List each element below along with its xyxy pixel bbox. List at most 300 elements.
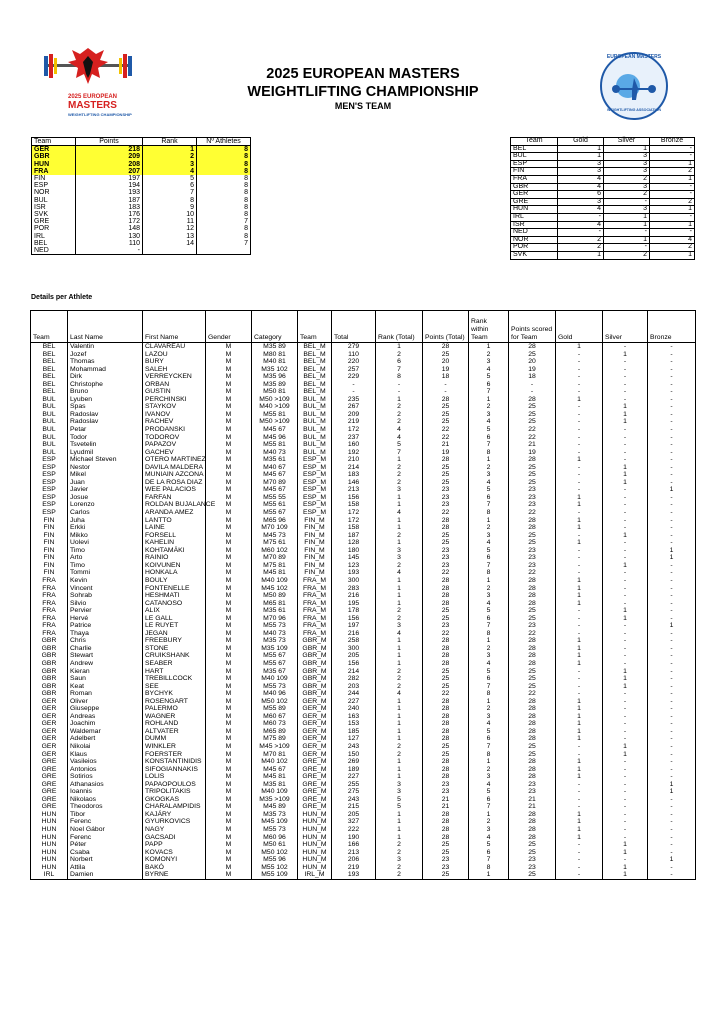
first-name-cell: PAPAOPOULOS — [143, 781, 206, 789]
rank-cell: 8 — [143, 197, 197, 204]
medal-team-cell: ESP — [511, 160, 558, 168]
team-cell: ESP — [31, 494, 68, 502]
category-cell: M70 96 — [252, 615, 298, 623]
team-code-cell: ESP_M — [298, 464, 332, 472]
team-cell: GER — [31, 720, 68, 728]
rank-total-cell: 2 — [376, 668, 423, 676]
gold-cell: - — [556, 607, 603, 615]
category-cell: M55 67 — [252, 660, 298, 668]
rank-total-cell: 3 — [376, 547, 423, 555]
athlete-row — [31, 569, 696, 577]
bronze-cell: - — [650, 229, 695, 237]
team-code-cell: GBR_M — [298, 675, 332, 683]
athletes-cell — [197, 247, 251, 255]
team-code-cell: FRA_M — [298, 577, 332, 585]
team-row — [32, 168, 251, 175]
category-cell: M80 81 — [252, 351, 298, 359]
first-name-cell: CLAVAREAU — [143, 343, 206, 351]
silver-cell: - — [603, 554, 648, 562]
rank-cell: 3 — [143, 161, 197, 168]
category-cell: M45 96 — [252, 434, 298, 442]
rank-within-team-cell: 2 — [469, 645, 509, 653]
rank-total-cell: 1 — [376, 705, 423, 713]
points-scored-cell: 22 — [509, 426, 556, 434]
team-cell: GER — [31, 735, 68, 743]
bronze-cell: - — [648, 811, 696, 819]
rank-total-cell: 1 — [376, 637, 423, 645]
team-code-cell: HUN_M — [298, 811, 332, 819]
points-scored-cell: 22 — [509, 569, 556, 577]
points-scored-cell: 23 — [509, 788, 556, 796]
total-cell: 205 — [332, 652, 376, 660]
category-cell: M75 61 — [252, 539, 298, 547]
first-name-cell: MUNIAIN AZCONA — [143, 471, 206, 479]
first-name-cell: BYRNE — [143, 871, 206, 879]
gold-cell: - — [556, 751, 603, 759]
last-name-cell: Andrew — [68, 660, 143, 668]
athletes-cell: 8 — [197, 197, 251, 204]
bronze-cell: - — [648, 517, 696, 525]
silver-cell: - — [603, 645, 648, 653]
points-total-cell: 22 — [423, 569, 469, 577]
gender-cell: M — [206, 479, 252, 487]
total-cell: 197 — [332, 622, 376, 630]
total-cell: 300 — [332, 645, 376, 653]
team-cell: FIN — [31, 547, 68, 555]
gender-cell: M — [206, 788, 252, 796]
rank-within-team-cell: 3 — [469, 592, 509, 600]
bronze-cell: - — [648, 871, 696, 879]
gold-cell: 1 — [556, 343, 603, 351]
athlete-row — [31, 607, 696, 615]
last-name-cell: Radoslav — [68, 411, 143, 419]
team-code-cell: GER_M — [298, 728, 332, 736]
bronze-cell: - — [648, 388, 696, 396]
medal-team-cell: FRA — [511, 175, 558, 183]
rank-within-team-cell: 8 — [469, 864, 509, 872]
logo-text-top: 2025 EUROPEAN — [68, 94, 118, 100]
team-code-cell: FRA_M — [298, 592, 332, 600]
team-code-cell: GBR_M — [298, 637, 332, 645]
first-name-cell: KOHTAMÄKI — [143, 547, 206, 555]
medal-team-cell: GRE — [511, 198, 558, 206]
gold-cell: - — [556, 486, 603, 494]
last-name-cell: Lorenzo — [68, 501, 143, 509]
team-code-cell: BEL_M — [298, 366, 332, 374]
rank-total-cell: 2 — [376, 411, 423, 419]
athlete-row — [31, 600, 696, 608]
category-cell: M45 67 — [252, 471, 298, 479]
points-total-cell: 23 — [423, 856, 469, 864]
total-cell: 172 — [332, 517, 376, 525]
silver-cell: - — [603, 494, 648, 502]
silver-cell: 2 — [604, 191, 650, 199]
gender-cell: M — [206, 713, 252, 721]
total-cell: 163 — [332, 713, 376, 721]
last-name-cell: Javier — [68, 486, 143, 494]
team-cell: FRA — [31, 577, 68, 585]
rank-within-team-cell: 1 — [469, 577, 509, 585]
points-total-cell: 28 — [423, 396, 469, 404]
last-name-cell: Csaba — [68, 849, 143, 857]
medal-row — [511, 168, 695, 176]
first-name-cell: CATANOSO — [143, 600, 206, 608]
category-cell: M55 102 — [252, 864, 298, 872]
team-cell: FRA — [31, 607, 68, 615]
points-cell: - — [76, 247, 143, 255]
bronze-cell: - — [648, 562, 696, 570]
bronze-cell: - — [648, 479, 696, 487]
team-code-cell: GRE_M — [298, 766, 332, 774]
silver-cell: 1 — [603, 751, 648, 759]
points-total-cell: 25 — [423, 675, 469, 683]
athlete-row — [31, 705, 696, 713]
rank-total-cell: 2 — [376, 562, 423, 570]
points-total-cell: 23 — [423, 501, 469, 509]
rank-cell — [143, 247, 197, 255]
first-name-cell: BAKÓ — [143, 864, 206, 872]
points-total-cell: 28 — [423, 637, 469, 645]
last-name-cell: Timo — [68, 547, 143, 555]
col-header-first-name: First Name — [143, 311, 206, 343]
points-total-cell: 28 — [423, 713, 469, 721]
last-name-cell: Nikolaos — [68, 796, 143, 804]
gender-cell: M — [206, 441, 252, 449]
team-cell: ESP — [31, 486, 68, 494]
athlete-row — [31, 418, 696, 426]
rank-total-cell: 1 — [376, 592, 423, 600]
total-cell: 166 — [332, 841, 376, 849]
team-cell: BUL — [31, 403, 68, 411]
first-name-cell: LAINE — [143, 524, 206, 532]
points-scored-cell: 25 — [509, 479, 556, 487]
col-header-silver: Silver — [603, 311, 648, 343]
points-scored-cell: 28 — [509, 834, 556, 842]
gold-cell: - — [558, 213, 604, 221]
first-name-cell: HART — [143, 668, 206, 676]
rank-total-cell: 1 — [376, 539, 423, 547]
rank-within-team-cell: 1 — [469, 811, 509, 819]
silver-cell: - — [603, 818, 648, 826]
gender-cell: M — [206, 856, 252, 864]
points-total-cell: 25 — [423, 841, 469, 849]
category-cell: M45 81 — [252, 773, 298, 781]
bronze-cell: - — [648, 751, 696, 759]
bronze-cell: - — [648, 834, 696, 842]
gender-cell: M — [206, 426, 252, 434]
points-total-cell: 25 — [423, 418, 469, 426]
association-logo-top-text: EUROPEAN MASTERS — [606, 54, 662, 60]
points-scored-cell: 28 — [509, 728, 556, 736]
medal-header-team: Team — [511, 138, 558, 146]
last-name-cell: Charlie — [68, 645, 143, 653]
bronze-cell: - — [648, 396, 696, 404]
athlete-row — [31, 358, 696, 366]
medal-header-gold: Gold — [558, 138, 604, 146]
gold-cell: - — [556, 796, 603, 804]
first-name-cell: BYCHYK — [143, 690, 206, 698]
team-code-cell: HUN_M — [298, 864, 332, 872]
rank-total-cell: 5 — [376, 803, 423, 811]
last-name-cell: Tommi — [68, 569, 143, 577]
silver-cell: - — [603, 434, 648, 442]
silver-cell: - — [603, 358, 648, 366]
athletes-cell: 7 — [197, 240, 251, 247]
team-cell: GRE — [32, 218, 76, 225]
athlete-row — [31, 849, 696, 857]
points-scored-cell: 28 — [509, 343, 556, 351]
team-code-cell: FIN_M — [298, 524, 332, 532]
points-cell: 187 — [76, 197, 143, 204]
gender-cell: M — [206, 773, 252, 781]
team-code-cell: BEL_M — [298, 343, 332, 351]
team-cell: GER — [31, 713, 68, 721]
bronze-cell: - — [648, 849, 696, 857]
rank-total-cell: 1 — [376, 501, 423, 509]
team-cell: FIN — [31, 517, 68, 525]
gold-cell: - — [556, 479, 603, 487]
points-total-cell: 23 — [423, 494, 469, 502]
team-code-cell: HUN_M — [298, 841, 332, 849]
total-cell: 216 — [332, 592, 376, 600]
athletes-cell: 8 — [197, 189, 251, 196]
points-total-cell: 23 — [423, 864, 469, 872]
gender-cell: M — [206, 569, 252, 577]
gender-cell: M — [206, 652, 252, 660]
bronze-cell: 2 — [650, 168, 695, 176]
team-code-cell: HUN_M — [298, 856, 332, 864]
rank-within-team-cell: 3 — [469, 532, 509, 540]
team-code-cell: GRE_M — [298, 796, 332, 804]
bronze-cell: - — [648, 373, 696, 381]
rank-within-team-cell: 1 — [469, 758, 509, 766]
rank-within-team-cell: 1 — [469, 637, 509, 645]
silver-cell: - — [603, 600, 648, 608]
rank-total-cell: 1 — [376, 826, 423, 834]
last-name-cell: Silvio — [68, 600, 143, 608]
bronze-cell: 1 — [650, 221, 695, 229]
gender-cell: M — [206, 524, 252, 532]
rank-within-team-cell: 5 — [469, 607, 509, 615]
points-scored-cell: 25 — [509, 418, 556, 426]
team-code-cell: ESP_M — [298, 501, 332, 509]
athlete-row — [31, 366, 696, 374]
rank-cell: 14 — [143, 240, 197, 247]
rank-cell: 2 — [143, 153, 197, 160]
points-total-cell: 21 — [423, 796, 469, 804]
bronze-cell: - — [648, 652, 696, 660]
last-name-cell: Ferenc — [68, 834, 143, 842]
team-code-cell: BUL_M — [298, 426, 332, 434]
team-row — [32, 161, 251, 168]
bronze-cell: - — [648, 411, 696, 419]
athlete-row — [31, 728, 696, 736]
last-name-cell: Michael Steven — [68, 456, 143, 464]
silver-cell: 3 — [604, 206, 650, 214]
rank-total-cell: 2 — [376, 864, 423, 872]
gender-cell: M — [206, 358, 252, 366]
points-total-cell: 23 — [423, 547, 469, 555]
rank-cell: 13 — [143, 233, 197, 240]
last-name-cell: Carlos — [68, 509, 143, 517]
gender-cell: M — [206, 637, 252, 645]
last-name-cell: Timo — [68, 562, 143, 570]
total-cell: 192 — [332, 449, 376, 457]
first-name-cell: SIFOGIANNAKIS — [143, 766, 206, 774]
team-cell: SVK — [32, 211, 76, 218]
points-total-cell: 25 — [423, 607, 469, 615]
rank-within-team-cell: 5 — [469, 486, 509, 494]
athletes-cell: 8 — [197, 204, 251, 211]
rank-within-team-cell: 1 — [469, 343, 509, 351]
points-scored-cell: 28 — [509, 517, 556, 525]
team-code-cell: BUL_M — [298, 396, 332, 404]
points-total-cell: 28 — [423, 585, 469, 593]
team-cell: FIN — [31, 539, 68, 547]
bronze-cell: - — [648, 403, 696, 411]
rank-within-team-cell: 1 — [469, 871, 509, 879]
athletes-cell: 8 — [197, 168, 251, 175]
points-scored-cell: 22 — [509, 690, 556, 698]
points-total-cell: 28 — [423, 728, 469, 736]
first-name-cell: GACHEV — [143, 449, 206, 457]
last-name-cell: Pervier — [68, 607, 143, 615]
athlete-row — [31, 562, 696, 570]
bronze-cell: - — [648, 803, 696, 811]
gold-cell: - — [556, 781, 603, 789]
bronze-cell: - — [648, 441, 696, 449]
points-scored-cell: 23 — [509, 547, 556, 555]
first-name-cell: GKOGKAS — [143, 796, 206, 804]
rank-cell: 9 — [143, 204, 197, 211]
col-header-team-code: Team — [298, 311, 332, 343]
silver-cell: - — [603, 388, 648, 396]
athlete-row — [31, 856, 696, 864]
rank-cell: 4 — [143, 168, 197, 175]
total-cell: 243 — [332, 796, 376, 804]
gold-cell: - — [556, 373, 603, 381]
team-cell: FRA — [31, 622, 68, 630]
team-code-cell: BUL_M — [298, 403, 332, 411]
points-scored-cell: 28 — [509, 826, 556, 834]
gender-cell: M — [206, 751, 252, 759]
gold-cell: - — [556, 562, 603, 570]
medal-table-body — [511, 145, 695, 259]
points-total-cell: 25 — [423, 403, 469, 411]
medal-header-bronze: Bronze — [650, 138, 695, 146]
total-cell: 282 — [332, 675, 376, 683]
details-label: Details per Athlete — [31, 294, 93, 301]
first-name-cell: RACHEV — [143, 418, 206, 426]
bronze-cell: - — [648, 418, 696, 426]
team-cell: HUN — [31, 811, 68, 819]
athlete-row — [31, 758, 696, 766]
total-cell: 215 — [332, 803, 376, 811]
total-cell: 180 — [332, 547, 376, 555]
points-scored-cell: 28 — [509, 660, 556, 668]
gender-cell: M — [206, 434, 252, 442]
rank-cell: 11 — [143, 218, 197, 225]
total-cell: 206 — [332, 856, 376, 864]
rank-within-team-cell: 2 — [469, 524, 509, 532]
points-scored-cell: 25 — [509, 539, 556, 547]
last-name-cell: Péter — [68, 841, 143, 849]
gender-cell: M — [206, 411, 252, 419]
team-cell: IRL — [31, 871, 68, 879]
silver-cell: 1 — [603, 464, 648, 472]
gender-cell: M — [206, 494, 252, 502]
team-row — [32, 146, 251, 154]
gold-cell: - — [556, 668, 603, 676]
gold-cell: - — [556, 449, 603, 457]
silver-cell: 1 — [603, 532, 648, 540]
bronze-cell: - — [648, 426, 696, 434]
rank-within-team-cell: 3 — [469, 773, 509, 781]
last-name-cell: Juan — [68, 479, 143, 487]
rank-within-team-cell: 7 — [469, 388, 509, 396]
silver-cell: - — [603, 728, 648, 736]
points-scored-cell: 28 — [509, 456, 556, 464]
category-cell: M65 96 — [252, 517, 298, 525]
athlete-row — [31, 592, 696, 600]
points-scored-cell: 18 — [509, 373, 556, 381]
silver-cell: - — [603, 486, 648, 494]
points-total-cell: 25 — [423, 464, 469, 472]
rank-total-cell: 3 — [376, 486, 423, 494]
silver-cell: - — [603, 766, 648, 774]
total-cell: 243 — [332, 743, 376, 751]
col-header-gold: Gold — [556, 311, 603, 343]
gold-cell: - — [556, 532, 603, 540]
first-name-cell: FORSELL — [143, 532, 206, 540]
rank-within-team-cell: 1 — [469, 698, 509, 706]
team-cell: FRA — [31, 585, 68, 593]
bronze-cell: - — [648, 630, 696, 638]
rank-total-cell: 1 — [376, 698, 423, 706]
bronze-cell: 1 — [650, 160, 695, 168]
first-name-cell: ROLDAN BUJALANCE — [143, 501, 206, 509]
gold-cell: 1 — [556, 517, 603, 525]
last-name-cell: Nikolai — [68, 743, 143, 751]
team-code-cell: BUL_M — [298, 449, 332, 457]
first-name-cell: TREBILLCOCK — [143, 675, 206, 683]
points-total-cell: 28 — [423, 524, 469, 532]
gold-cell: 1 — [556, 811, 603, 819]
gender-cell: M — [206, 615, 252, 623]
team-code-cell: HUN_M — [298, 834, 332, 842]
last-name-cell: Chris — [68, 637, 143, 645]
silver-cell: - — [603, 698, 648, 706]
first-name-cell: PALERMO — [143, 705, 206, 713]
points-scored-cell: 23 — [509, 781, 556, 789]
medal-team-cell: NED — [511, 229, 558, 237]
rank-total-cell: 1 — [376, 577, 423, 585]
points-scored-cell: 28 — [509, 705, 556, 713]
gender-cell: M — [206, 660, 252, 668]
rank-within-team-cell: 1 — [469, 396, 509, 404]
athlete-row — [31, 811, 696, 819]
gold-cell: 1 — [556, 456, 603, 464]
athletes-cell: 8 — [197, 233, 251, 240]
rank-within-team-cell: 4 — [469, 600, 509, 608]
team-row — [32, 225, 251, 232]
medal-row — [511, 183, 695, 191]
team-row — [32, 197, 251, 204]
gold-cell: 1 — [556, 652, 603, 660]
points-total-cell: 25 — [423, 471, 469, 479]
team-cell: ISR — [32, 204, 76, 211]
points-total-cell: 23 — [423, 562, 469, 570]
